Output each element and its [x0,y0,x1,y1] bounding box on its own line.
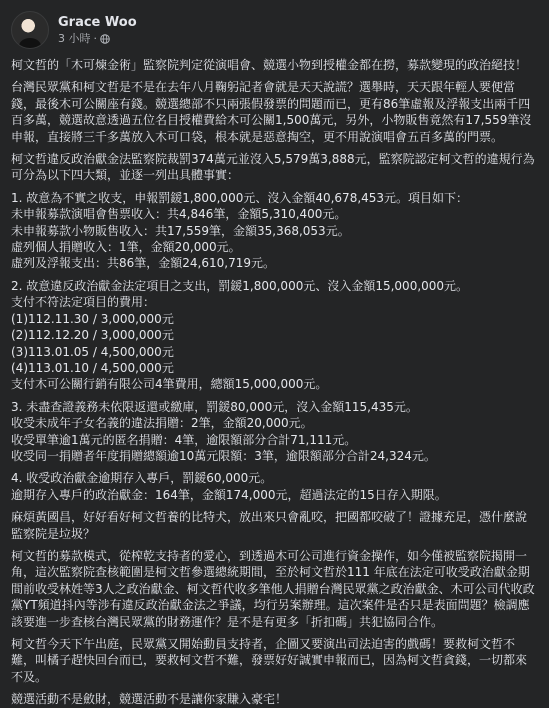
post-paragraph: 4. 收受政治獻金逾期存入專戶，罰鍰60,000元。 逾期存入專戶的政治獻金：164筆，金額174,000元，超過法定的15日存入期限。 [11,471,447,502]
post-paragraph: 柯文哲今天下午出庭，民眾黨又開始動員支持者，企圖又要演出司法迫害的戲碼！要救柯文哲不難，叫橘子趕快回台而已，要救柯文哲不難，發票好好誠實申報而已，因為柯文哲貪錢，一切都來不及。 [11,637,528,684]
globe-icon[interactable] [100,34,110,44]
post-paragraph: 1. 故意為不實之收支，申報罰鍰1,800,000元、沒入金額40,678,453元。項目如下： 未申報募款演唱會售票收入：共4,846筆，金額5,310,400元。 未申報募款小物販售收入：共17,559筆，金額35,368,053元。 虛列個人捐贈收入：1筆，金額20,000元。 虛列及浮報支出：共86筆，金額24,610,719元。 [11,190,469,271]
post-paragraph: 3. 未盡查證義務未依限返還或繳庫，罰鍰80,000元，沒入金額115,435元。 收受未成年子女名義的違法捐贈：2筆，金額20,000元。 收受單筆逾1萬元的匿名捐贈：4筆，逾限額部分合計71,111元。 收受同一捐贈者年度捐贈總額逾10萬元限額：3筆，逾限額部分合計24,324元。 [11,399,436,463]
post-paragraph: 麻煩黃國昌，好好看好柯文哲養的比特犬，放出來只會亂咬，把國都咬破了！證據充足，憑什麼說監察院是垃圾？ [11,510,528,541]
post-paragraph: 競選活動不是斂財，競選活動不是讓你家賺入豪宅！ [11,692,288,707]
post-paragraph: 2. 故意違反政治獻金法定項目之支出，罰鍰1,800,000元、沒入金額15,000,000元。 支付不符法定項目的費用： (1)112.11.30 / 3,000,000元 (2)112.12.20 / 3,000,000元 (3)113.01.05 / 4,500,000元 (4)113.01.10 / 4,500,000元 支付木可公關行銷有限公司4筆費用，總額15,000,000元。 [11,278,469,392]
post-meta [58,31,137,46]
post-body [11,57,538,708]
post-paragraph: 台灣民眾黨和柯文哲是不是在去年八月鞠躬記者會就是天天說謊？選舉時，天天跟年輕人要便當錢，最後木可公關座有錢。競選總部不只兩張假發票的問題而已，更有86筆虛報及浮報支出兩千四百多萬，競選故意透過五位名目授權費給木可公關1,500萬元，另外，小物販售竟然有17,559筆沒申報，直接將三千多萬放入木可口袋，根本就是惡意掏空，更不用說演唱會五百多萬的門票。 [11,80,532,144]
meta-separator: · [93,32,97,45]
author-block [58,14,137,46]
post-header [11,10,538,50]
post-time[interactable]: 3 小時 [58,32,91,45]
author-name[interactable]: Grace Woo [58,15,137,30]
post-paragraph: 柯文哲的「木可煉金術」監察院判定從演唱會、競選小物到授權金都在撈，募款變現的政治絕技！ [11,58,528,72]
post-paragraph: 柯文哲違反政治獻金法監察院裁罰374萬元並沒入5,579萬3,888元，監察院認定柯文哲的違規行為可分為以下四大類，並逐一列出具體事實： [11,152,535,183]
post-paragraph: 柯文哲的募款模式，從榨乾支持者的愛心，到透過木可公司進行資金操作，如今僅被監察院揭開一角，這次監察院查核範圍是柯文哲參選總統期間，至於柯文哲於111 年底在法定可收受政治獻金期間前收受林姓等3人之政治獻金、柯文哲代收多筆他人捐贈台灣民眾黨之政治獻金、木可公司代收政黨YT頻道抖內等涉有違反政治獻金法之爭議，均行另案辦理。這次案件是否只是表面問題？檢調應該要進一步查核台灣民眾黨的財務運作？是不是有更多「折扣碼」共犯協同合作。 [11,548,535,629]
avatar[interactable] [11,11,49,49]
